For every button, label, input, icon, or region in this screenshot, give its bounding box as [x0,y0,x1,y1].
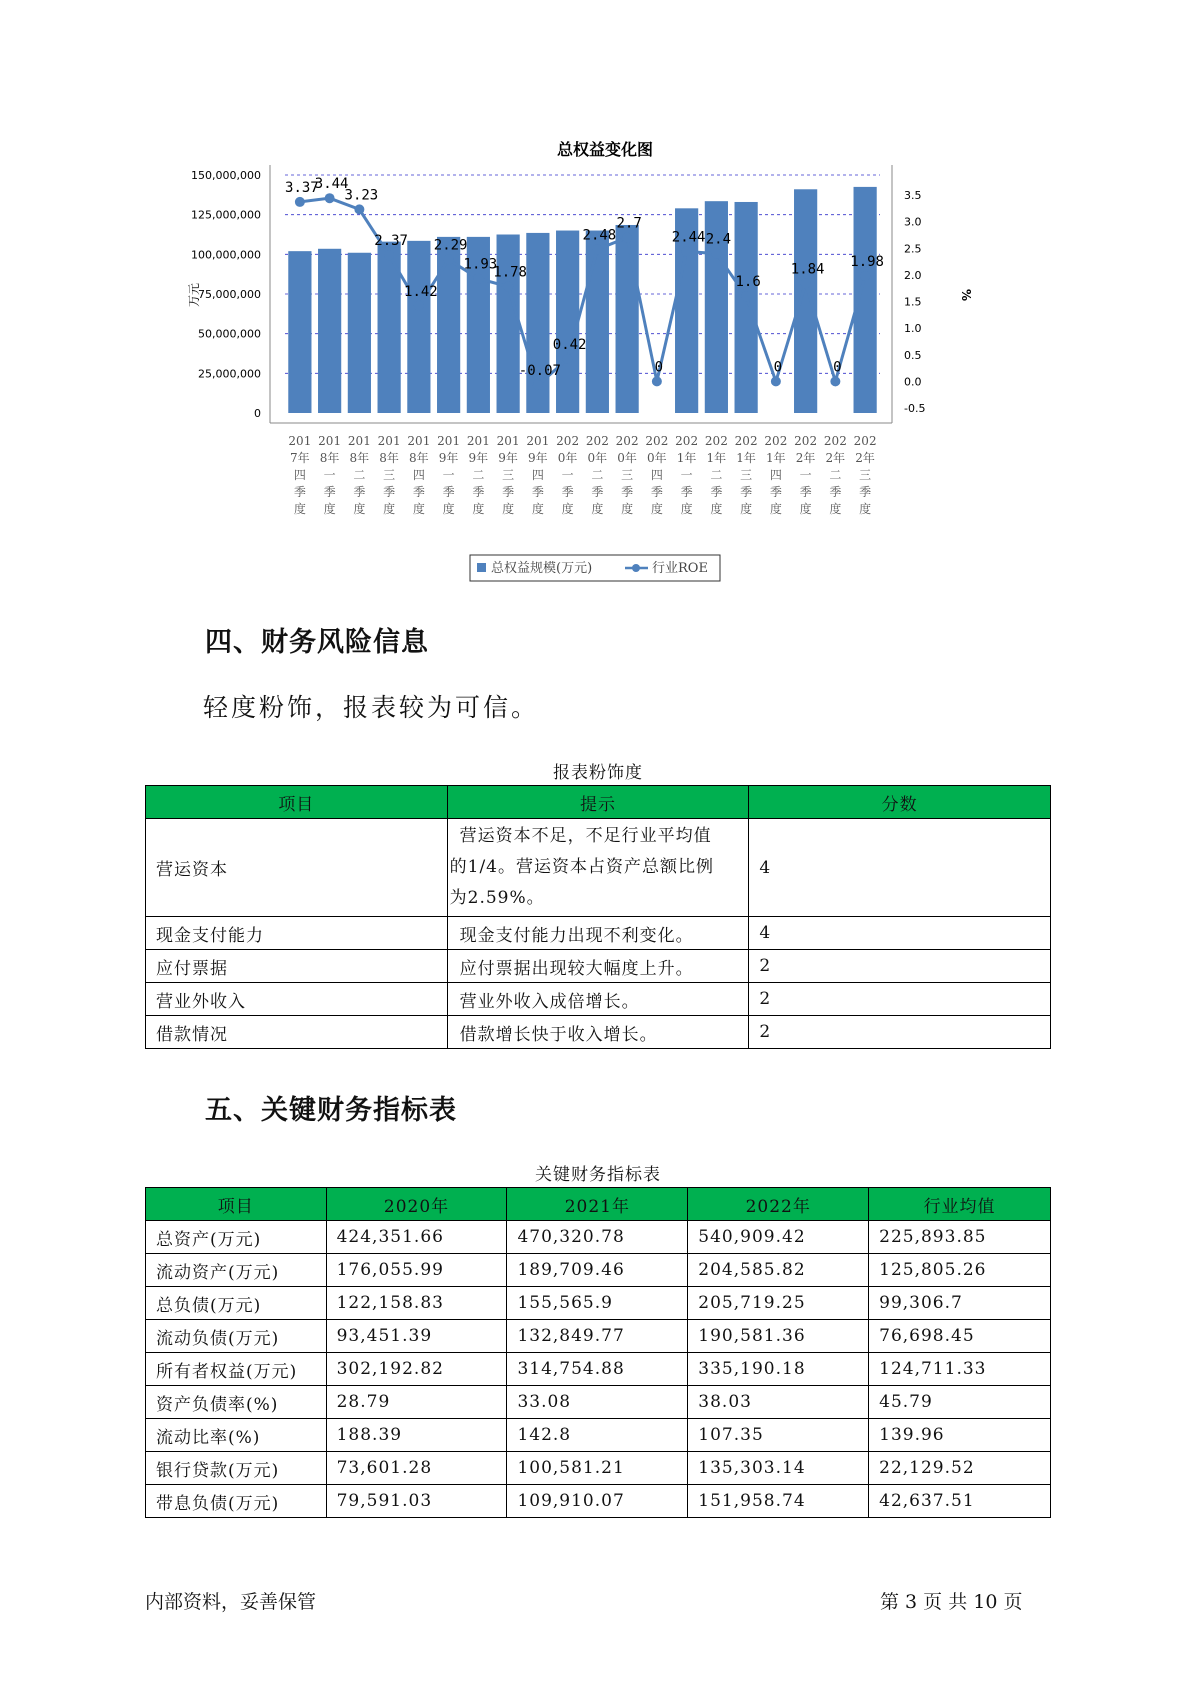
roe-point [711,249,721,259]
metric-value: 314,754.88 [507,1353,688,1386]
risk-tip-line: 的1/4。营运资本占资产总额比例 [449,857,714,877]
metric-value: 302,192.82 [326,1353,507,1386]
metric-value: 139.96 [869,1419,1051,1452]
roe-point [830,376,840,386]
x-tick-label: 1年 [706,451,727,465]
table-row [146,819,1051,917]
y2-tick-label: 3.0 [904,215,922,229]
metric-value: 151,958.74 [688,1485,869,1518]
x-tick-label: 201 [318,434,342,448]
metric-value: 135,303.14 [688,1452,869,1485]
metric-value: 424,351.66 [326,1221,507,1254]
x-tick-label: 202 [853,434,877,448]
bar [616,225,639,413]
roe-point [622,233,632,243]
section4-paragraph: 轻度粉饰，报表较为可信。 [203,693,540,722]
metric-value: 188.39 [326,1419,507,1452]
metric-value: 107.35 [688,1419,869,1452]
risk-score: 2 [749,1016,1051,1049]
metric-value: 33.08 [507,1386,688,1419]
y2-tick-label: 1.5 [904,295,922,309]
legend-line-marker [632,564,640,572]
x-tick-label: 季 [383,485,396,499]
y2-tick-label: 2.0 [904,268,922,282]
roe-data-label: 1.42 [404,283,438,300]
risk-tip: 应付票据出现较大幅度上升。 [447,950,749,983]
metric-name: 银行贷款(万元) [146,1452,327,1485]
roe-data-label: 2.4 [705,231,732,248]
roe-point [503,282,513,292]
metric-value: 76,698.45 [869,1320,1051,1353]
x-tick-label: 季 [412,485,425,499]
metric-value: 205,719.25 [688,1287,869,1320]
risk-score: 4 [749,819,1051,917]
roe-data-label: 0 [773,359,783,376]
risk-item: 应付票据 [146,950,448,983]
y2-tick-label: 0.0 [904,375,922,389]
x-tick-label: 季 [829,485,842,499]
roe-point [295,197,305,207]
y2-tick-label: -0.5 [904,402,926,415]
risk-score: 2 [749,950,1051,983]
chart-title: 总权益变化图 [556,140,654,159]
metric-name: 流动比率(%) [146,1419,327,1452]
roe-data-label: 2.7 [616,215,642,232]
x-tick-label: 9年 [498,451,518,465]
roe-point [592,244,602,254]
x-tick-label: 季 [621,485,634,499]
x-tick-label: 201 [347,434,371,448]
x-tick-label: 季 [293,485,306,499]
x-tick-label: 9年 [468,451,489,465]
x-tick-label: 四 [769,468,782,482]
metric-value: 132,849.77 [507,1320,688,1353]
roe-point [473,274,483,284]
roe-point [354,204,364,214]
metric-name: 总资产(万元) [146,1221,327,1254]
x-tick-label: 季 [680,485,693,499]
x-tick-label: 201 [466,434,490,448]
risk-tip [447,819,749,917]
header-cell: 提示 [447,786,749,819]
roe-data-label: 2.44 [671,229,706,246]
x-tick-label: 一 [442,468,455,482]
x-tick-label: 一 [799,468,812,482]
header-cell: 项目 [146,1188,327,1221]
header-cell: 2020年 [326,1188,507,1221]
section5-title: 五、关键财务指标表 [205,1095,457,1126]
x-tick-label: 四 [412,468,425,482]
x-tick-label: 季 [740,485,753,499]
risk-item: 借款情况 [146,1016,448,1049]
x-tick-label: 度 [769,502,782,516]
table-row [146,1221,1051,1254]
risk-tip: 现金支付能力出现不利变化。 [447,917,749,950]
y-tick-label: 0 [254,407,261,420]
table-row [146,1452,1051,1485]
x-tick-label: 二 [591,468,604,482]
header-cell: 分数 [749,786,1051,819]
table-row [146,1254,1051,1287]
x-tick-label: 季 [710,485,723,499]
y-axis-label: 万元 [187,282,201,308]
x-tick-label: 201 [437,434,461,448]
metric-value: 45.79 [869,1386,1051,1419]
table-row [146,1016,1051,1049]
table-row [146,1386,1051,1419]
metric-value: 79,591.03 [326,1485,507,1518]
x-tick-label: 度 [859,502,872,516]
x-tick-label: 三 [859,468,872,482]
metric-value: 142.8 [507,1419,688,1452]
x-tick-label: 季 [769,485,782,499]
roe-point [682,246,692,256]
table-row [146,950,1051,983]
section4-title: 四、财务风险信息 [205,627,429,658]
metric-value: 122,158.83 [326,1287,507,1320]
metric-value: 73,601.28 [326,1452,507,1485]
bar [407,241,430,413]
metric-value: 335,190.18 [688,1353,869,1386]
x-tick-label: 度 [591,502,604,516]
x-tick-label: 201 [496,434,520,448]
x-tick-label: 二 [353,468,366,482]
bar [497,235,520,414]
metric-value: 225,893.85 [869,1221,1051,1254]
x-tick-label: 三 [621,468,634,482]
x-tick-label: 度 [472,502,485,516]
table-row [146,917,1051,950]
roe-data-label: 3.23 [344,187,379,204]
table-row [146,1320,1051,1353]
x-tick-label: 季 [799,485,812,499]
roe-data-label: 2.29 [433,237,468,254]
table-row [146,1485,1051,1518]
x-tick-label: 201 [288,434,312,448]
x-tick-label: 202 [823,434,847,448]
x-tick-label: 度 [650,502,663,516]
risk-table-header [146,786,1051,819]
metric-value: 93,451.39 [326,1320,507,1353]
y2-tick-label: 1.0 [904,322,922,336]
x-tick-label: 三 [502,468,515,482]
roe-point [771,376,781,386]
metric-name: 总负债(万元) [146,1287,327,1320]
metric-value: 109,910.07 [507,1485,688,1518]
x-tick-label: 9年 [438,451,459,465]
x-tick-label: 季 [591,485,604,499]
risk-score: 4 [749,917,1051,950]
roe-point [652,376,662,386]
x-tick-label: 度 [353,502,366,516]
x-tick-label: 度 [412,502,425,516]
y2-tick-label: 3.5 [904,189,922,202]
roe-point [741,291,751,301]
risk-item: 营运资本 [146,819,448,917]
metric-value: 155,565.9 [507,1287,688,1320]
roe-data-label: 1.98 [850,253,884,270]
x-tick-label: 201 [526,434,550,448]
footer-page-number: 第 3 页 共 10 页 [880,1591,1023,1613]
x-tick-label: 201 [407,434,431,448]
x-tick-label: 度 [799,502,812,516]
roe-data-label: 0.42 [552,337,587,354]
roe-data-label: 1.6 [735,274,761,291]
x-tick-label: 201 [377,434,401,448]
risk-tip: 借款增长快于收入增长。 [447,1016,749,1049]
x-tick-label: 度 [621,502,634,516]
roe-data-label: 0 [654,359,664,376]
x-tick-label: 202 [734,434,758,448]
x-tick-label: 季 [442,485,455,499]
x-tick-label: 季 [472,485,485,499]
bar [586,231,609,413]
metric-value: 42,637.51 [869,1485,1051,1518]
x-tick-label: 度 [829,502,842,516]
bar [318,249,341,413]
roe-data-label: 1.78 [493,264,527,281]
metric-value: 38.03 [688,1386,869,1419]
x-tick-label: 0年 [587,451,608,465]
bar [288,251,311,413]
roe-data-label: 1.93 [463,256,498,273]
x-tick-label: 度 [293,502,306,516]
x-tick-label: 一 [680,468,693,482]
table-row [146,983,1051,1016]
x-tick-label: 四 [650,468,663,482]
roe-data-label: 3.37 [285,179,319,196]
legend-bar-swatch [477,563,486,572]
x-tick-label: 202 [585,434,609,448]
metric-value: 22,129.52 [869,1452,1051,1485]
x-tick-label: 7年 [290,451,310,465]
x-tick-label: 0年 [557,451,578,465]
x-tick-label: 二 [472,468,485,482]
x-tick-label: 二 [829,468,842,482]
roe-point [325,193,335,203]
roe-data-label: -0.07 [518,363,561,380]
x-tick-label: 二 [710,468,723,482]
x-tick-label: 一 [323,468,336,482]
roe-data-label: 0 [833,359,842,376]
x-tick-label: 度 [561,502,574,516]
x-tick-label: 度 [502,502,515,516]
metric-value: 470,320.78 [507,1221,688,1254]
x-tick-label: 度 [323,502,336,516]
x-tick-label: 四 [293,468,306,482]
risk-tip: 营业外收入成倍增长。 [447,983,749,1016]
metric-value: 540,909.42 [688,1221,869,1254]
x-tick-label: 季 [531,485,544,499]
risk-table [145,785,1051,1049]
x-tick-label: 8年 [409,451,429,465]
x-tick-label: 度 [710,502,723,516]
x-tick-label: 2年 [795,451,816,465]
x-tick-label: 202 [645,434,669,448]
metric-name: 所有者权益(万元) [146,1353,327,1386]
roe-data-label: 1.84 [790,261,825,278]
metric-name: 带息负债(万元) [146,1485,327,1518]
bar [348,253,371,413]
y2-tick-label: 2.5 [904,242,922,256]
header-cell: 行业均值 [869,1188,1051,1221]
roe-point [533,380,543,390]
x-tick-label: 度 [531,502,544,516]
x-tick-label: 202 [675,434,699,448]
legend-line-label: 行业ROE [652,561,708,576]
roe-point [860,271,870,281]
metric-value: 100,581.21 [507,1452,688,1485]
y-tick-label: 125,000,000 [191,208,261,222]
x-tick-label: 度 [680,502,693,516]
x-tick-label: 202 [704,434,728,448]
x-tick-label: 季 [650,485,663,499]
metric-value: 99,306.7 [869,1287,1051,1320]
y-tick-label: 150,000,000 [191,169,261,182]
x-tick-label: 季 [353,485,366,499]
x-tick-label: 9年 [528,451,548,465]
metric-value: 28.79 [326,1386,507,1419]
bar [556,231,579,413]
roe-point [563,354,573,364]
x-tick-label: 8年 [319,451,340,465]
header-cell: 项目 [146,786,448,819]
risk-tip-line: 营运资本不足，不足行业平均值 [459,826,712,846]
header-cell: 2021年 [507,1188,688,1221]
x-tick-label: 一 [561,468,574,482]
x-tick-label: 季 [859,485,872,499]
metric-value: 125,805.26 [869,1254,1051,1287]
metric-name: 资产负债率(%) [146,1386,327,1419]
table-row [146,1287,1051,1320]
x-tick-label: 8年 [349,451,370,465]
risk-tip-line: 为2.59%。 [449,888,545,908]
risk-item: 营业外收入 [146,983,448,1016]
x-tick-label: 202 [615,434,639,448]
metric-value: 189,709.46 [507,1254,688,1287]
x-tick-label: 度 [383,502,396,516]
roe-data-label: 3.44 [314,176,349,193]
metrics-table-caption: 关键财务指标表 [535,1165,661,1185]
y-tick-label: 50,000,000 [198,327,261,341]
risk-item: 现金支付能力 [146,917,448,950]
x-tick-label: 202 [794,434,818,448]
table-row [146,1353,1051,1386]
roe-point [801,278,811,288]
equity-chart [180,135,1030,595]
x-tick-label: 1年 [736,451,756,465]
metric-value: 124,711.33 [869,1353,1051,1386]
roe-data-label: 2.37 [374,233,408,250]
x-tick-label: 季 [561,485,574,499]
x-tick-label: 8年 [379,451,399,465]
x-tick-label: 0年 [617,451,637,465]
metric-value: 204,585.82 [688,1254,869,1287]
x-tick-label: 四 [531,468,544,482]
x-tick-label: 1年 [766,451,786,465]
x-tick-label: 202 [764,434,788,448]
x-tick-label: 0年 [647,451,667,465]
metric-name: 流动资产(万元) [146,1254,327,1287]
x-tick-label: 度 [740,502,753,516]
legend-bar-label: 总权益规模(万元) [491,561,593,576]
x-tick-label: 2年 [825,451,846,465]
y-tick-label: 100,000,000 [191,248,261,262]
roe-point [414,301,424,311]
x-tick-label: 度 [442,502,455,516]
x-tick-label: 1年 [676,451,697,465]
metrics-table-body [146,1221,1051,1518]
metrics-table [145,1187,1051,1518]
risk-table-caption: 报表粉饰度 [553,763,643,783]
bar [794,189,817,413]
metric-name: 流动负债(万元) [146,1320,327,1353]
x-tick-label: 2年 [855,451,875,465]
metric-value: 190,581.36 [688,1320,869,1353]
x-tick-label: 三 [383,468,396,482]
x-tick-label: 三 [740,468,753,482]
footer-note: 内部资料，妥善保管 [145,1591,317,1613]
y-tick-label: 25,000,000 [198,367,261,381]
y2-axis-label: % [959,288,973,302]
x-tick-label: 季 [323,485,336,499]
x-tick-label: 202 [556,434,580,448]
risk-score: 2 [749,983,1051,1016]
y-tick-label: 75,000,000 [198,288,261,301]
roe-data-label: 2.48 [582,227,617,244]
table-row [146,1419,1051,1452]
bar [735,202,761,413]
x-tick-label: 季 [502,485,515,499]
y2-tick-label: 0.5 [904,348,922,362]
roe-point [384,250,394,260]
metric-value: 176,055.99 [326,1254,507,1287]
equity-chart-svg [180,135,1030,595]
header-cell: 2022年 [688,1188,869,1221]
metrics-table-header [146,1188,1051,1221]
roe-point [444,254,454,264]
